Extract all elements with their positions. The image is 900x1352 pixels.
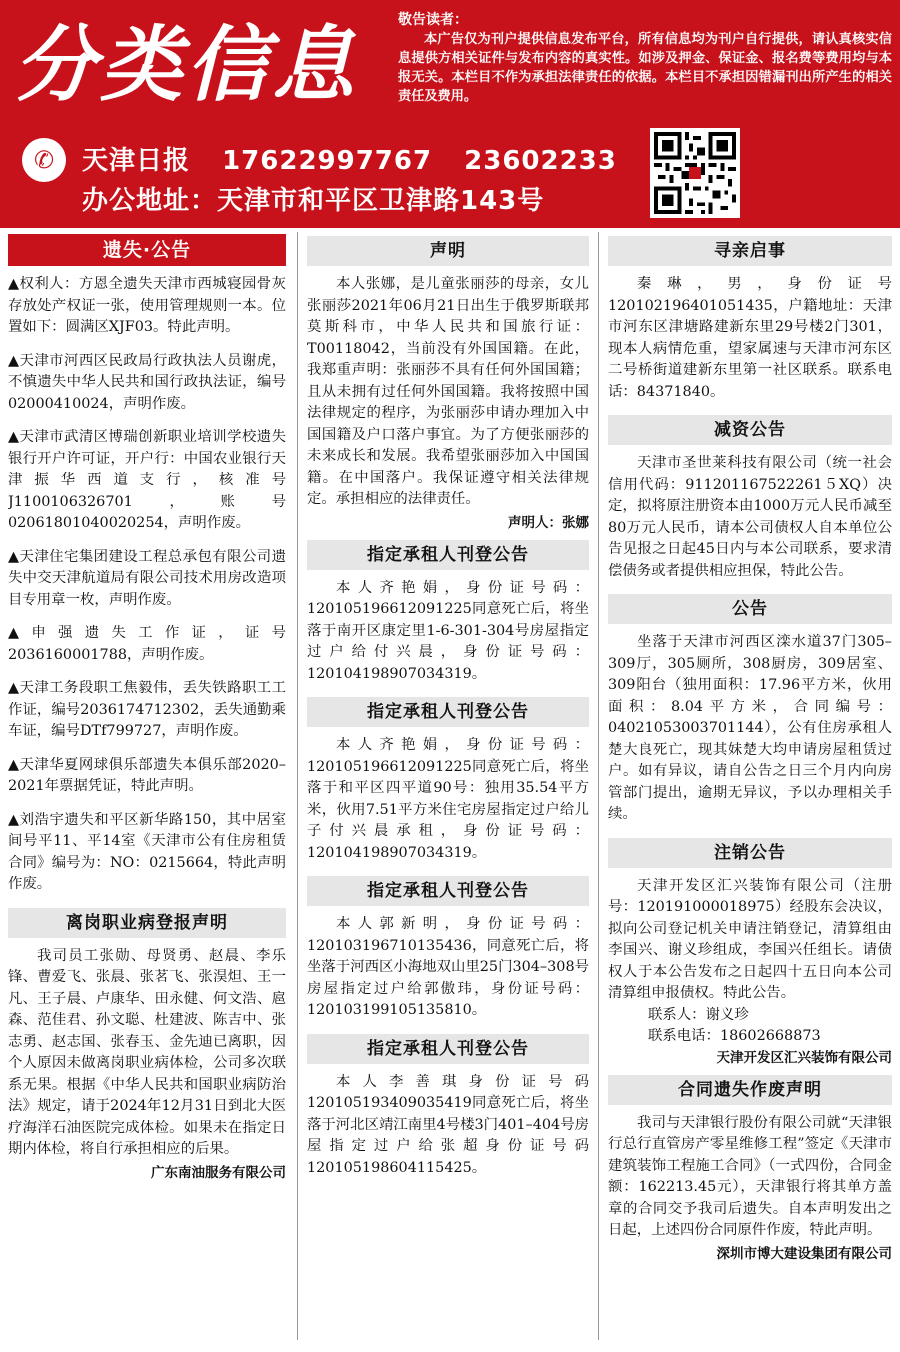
deregistration-contact: 联系人：谢义珍 (648, 1006, 749, 1023)
contract-lost-signature: 深圳市博大建设集团有限公司 (716, 1245, 892, 1262)
tenant-notice-1: 本人齐艳娟，身份证号码：120105196612091225同意死亡后，将坐落于南开区康定里1-6-301-304号房屋指定过户给付兴晨，身份证号码：120104198907034319。 (307, 579, 589, 682)
contact-bar (0, 132, 900, 228)
section-title-tenant-2: 指定承租人刊登公告 (307, 697, 589, 727)
reader-notice (398, 10, 892, 126)
column-divider (297, 232, 298, 1340)
phone-number-2: 23602233 (464, 146, 617, 176)
deregistration-body: 天津开发区汇兴装饰有限公司（注册号：120191000018975）经股东会决议，拟向公司登记机关申请注销登记，清算组由李国兴、谢义珍组成，李国兴任组长。请债权人于本公告发布之日起四十五日向本公司清算组申报债权。特此公告。 (608, 877, 892, 1001)
reader-notice-title: 敬告读者： (398, 12, 468, 28)
column-divider (598, 232, 599, 1340)
statement-body: 本人张娜，是儿童张丽莎的母亲，女儿张丽莎2021年06月21日出生于俄罗斯联邦莫斯科市，中华人民共和国旅行证：T00118042，当前没有外国国籍。在此，我郑重声明：张丽莎不具有任何外国国籍；且从未拥有过任何外国国籍。我将按照中国法律规定的程序，为张丽莎申请办理加入中国国籍及户口落户事宜。为了方便张丽莎的未来成长和发展。我希望张丽莎加入中国国籍。在中国落户。我保证遵守相关法律规定。承担相应的法律责任。 (307, 276, 589, 507)
section-title-capital-reduction: 减资公告 (608, 415, 892, 445)
phone-icon: ✆ (22, 138, 66, 182)
list-item: ▲申强遗失工作证，证号2036160001788，声明作废。 (8, 625, 286, 663)
contact-phones (82, 140, 639, 177)
list-item: ▲天津市武清区博瑞创新职业培训学校遗失银行开户许可证，开户行：中国农业银行天津振华西道支行，核准号J1100106326701，账号02061801040020254，声明作废。 (8, 429, 286, 531)
section-title-contract-lost: 合同遗失作废声明 (608, 1075, 892, 1105)
deregistration-signature: 天津开发区汇兴装饰有限公司 (716, 1049, 892, 1066)
reader-notice-body: 本广告仅为刊户提供信息发布平台，所有信息均为刊户自行提供，请认真核实信息提供方相关证件与发布内容的真实性。如涉及押金、保证金、报名费等费用均与本报无关。本栏目不作为承担法律责任的依据。本栏目不承担因错漏刊出所产生的相关责任及费用。 (398, 32, 892, 104)
section-title-statement: 声明 (307, 236, 589, 266)
column-lost-notices (8, 230, 286, 1342)
section-title-tenant-4: 指定承租人刊登公告 (307, 1034, 589, 1064)
tenant-notice-3: 本人郭新明，身份证号码：120103196710135436，同意死亡后，将坐落于河西区小海地双山里25门304–308号房屋指定过户给郭傲玮，身份证号码：120103199105135810。 (307, 916, 589, 1018)
contract-lost-body: 我司与天津银行股份有限公司就“天津银行总行直管房产零星维修工程”签定《天津市建筑装饰工程施工合同》（一式四份，合同金额：162213.45元），天津银行将其单方盖章的合同交予我司后遗失。自本声明发出之日起，上述四份合同原件作废，特此声明。 (608, 1114, 892, 1238)
list-item: ▲天津华夏网球俱乐部遗失本俱乐部2020–2021年票据凭证，特此声明。 (8, 756, 286, 794)
column-announcements (608, 230, 892, 1342)
list-item: ▲天津市河西区民政局行政执法人员谢虎，不慎遗失中华人民共和国行政执法证，编号02000410024，声明作废。 (8, 352, 286, 412)
list-item: ▲刘浩宇遗失和平区新华路150，其中居室间号平11、平14室《天津市公有住房租赁合同》编号为：NO：0215664，特此声明作废。 (8, 811, 286, 892)
section-title-occupational: 离岗职业病登报声明 (8, 908, 286, 938)
section-title-lost: 遗失·公告 (8, 234, 286, 266)
occupational-body: 我司员工张勋、母贤勇、赵晨、李乐锋、曹爱飞、张晨、张茗飞、张淏炟、王一凡、王子晨、卢康华、田永健、何文浩、扈森、范佳君、孙文聪、杜建波、陈吉中、张志勇、赵志国、张春玉、金先迪已离职，因个人原因未做离岗职业病体检，公司多次联系无果。根据《中华人民共和国职业病防治法》规定，请于2024年12月31日到北大医疗海洋石油医院完成体检。如果未在指定日期内体检，将自行承担相应的后果。 (8, 947, 286, 1157)
phone-number-1: 17622997767 (222, 146, 433, 176)
tenant-notice-2: 本人齐艳娟，身份证号码：120105196612091225同意死亡后，将坐落于和平区四平道90号：独用35.54平方米，伙用7.51平方米住宅房屋指定过户给儿子付兴晨承租，身份证号码：120104198907034319。 (307, 737, 589, 861)
section-title-family-search: 寻亲启事 (608, 236, 892, 266)
occupational-signature: 广东南油服务有限公司 (151, 1164, 286, 1181)
section-title-tenant-3: 指定承租人刊登公告 (307, 876, 589, 906)
list-item: ▲天津住宅集团建设工程总承包有限公司遗失中交天津航道局有限公司技术用房改造项目专用章一枚，声明作废。 (8, 548, 286, 608)
capital-reduction-body: 天津市圣世莱科技有限公司（统一社会信用代码：911201167522261５XQ）决定，拟将原注册资本由1000万元人民币减至80万元人民币，请本公司债权人自本单位公告见报之日起45日内与本公司联系，要求清偿债务或者提供相应担保，特此公告。 (608, 455, 892, 579)
family-search-body: 秦琳，男，身份证号120102196401051435，户籍地址：天津市河东区津塘路建新东里29号楼2门301，现本人病情危重，望家属速与天津市河东区二号桥街道建新东里第一社区联系。联系电话：84371840。 (608, 276, 892, 400)
section-title-announcement: 公告 (608, 594, 892, 624)
qr-code-icon (650, 128, 740, 218)
list-item: ▲权利人：方恩全遗失天津市西城寝园骨灰存放处产权证一张，使用管理规则一本。位置如下：圆满区XJF03。特此声明。 (8, 276, 286, 335)
tenant-notice-4: 本人李善琪身份证号码120105193409035419同意死亡后，将坐落于河北区靖江南里4号楼3门401–404号房屋指定过户给张超身份证号码120105198604115425。 (307, 1073, 589, 1176)
list-item: ▲天津工务段职工焦毅伟，丢失铁路职工工作证，编号2036174712302，丢失通勤乘车证，编号DTf799727，声明作废。 (8, 680, 286, 739)
newspaper-name: 天津日报 (82, 146, 191, 176)
brand-title: 分类信息 (14, 18, 358, 113)
section-title-deregistration: 注销公告 (608, 838, 892, 868)
masthead (0, 0, 900, 228)
deregistration-phone: 联系电话：18602668873 (648, 1028, 821, 1044)
office-address: 办公地址：天津市和平区卫津路143号 (82, 186, 545, 216)
section-title-tenant-1: 指定承租人刊登公告 (307, 540, 589, 570)
column-statements (307, 230, 589, 1342)
announcement-body: 坐落于天津市河西区滦水道37门305–309厅，305厕所，308厨房，309居室、309阳台（独用面积：17.96平方米，伙用面积：8.04平方米，合同编号：04021053003701144），公有住房承租人楚大良死亡，现其妹楚大均申请房屋租赁过户。如有异议，请自公告之日三个月内向房管部门提出，逾期无异议，予以办理相关手续。 (608, 634, 892, 822)
statement-signature: 声明人：张娜 (508, 514, 589, 531)
